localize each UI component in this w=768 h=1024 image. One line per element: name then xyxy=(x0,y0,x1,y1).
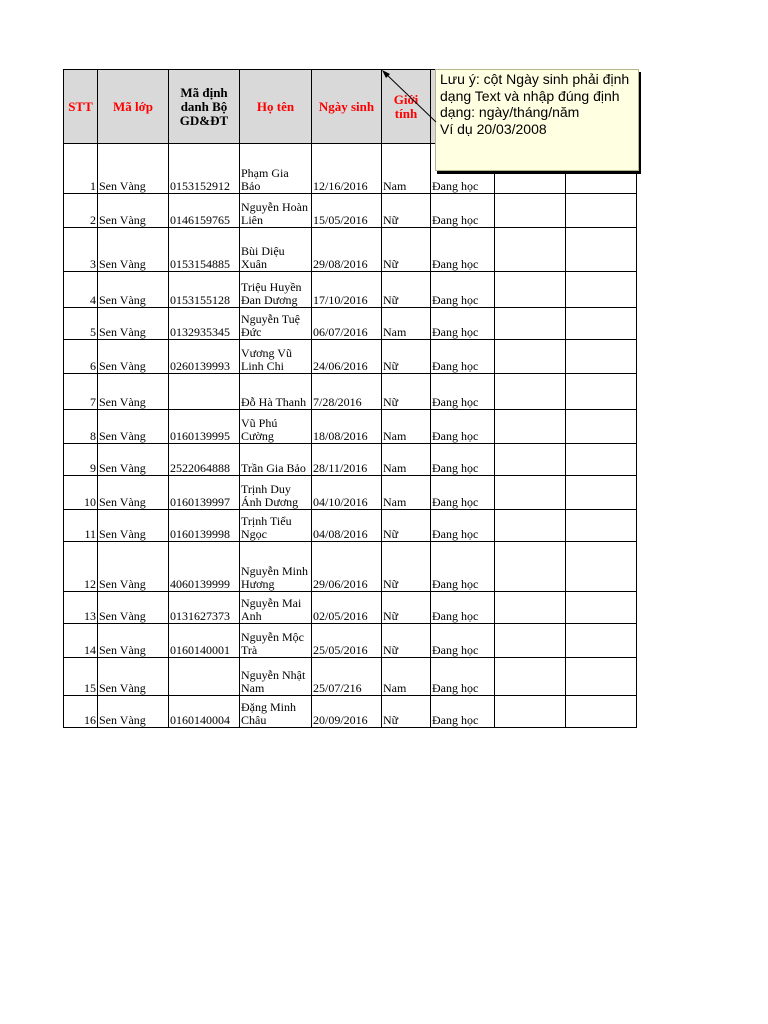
cell-gender[interactable]: Nam xyxy=(382,444,431,476)
cell-id[interactable]: 0153152912 xyxy=(169,144,240,194)
cell-name[interactable]: Nguyễn Mộc Trà xyxy=(240,624,312,658)
cell-id[interactable]: 4060139999 xyxy=(169,542,240,592)
cell-empty[interactable] xyxy=(566,658,637,696)
cell-stt[interactable]: 4 xyxy=(64,272,98,308)
cell-dob[interactable]: 29/08/2016 xyxy=(312,228,382,272)
cell-stt[interactable]: 2 xyxy=(64,194,98,228)
table-row xyxy=(64,658,637,696)
cell-id[interactable]: 0160139995 xyxy=(169,410,240,444)
table-row xyxy=(64,410,637,444)
table-row xyxy=(64,624,637,658)
header-gender[interactable]: Giới tính xyxy=(382,70,431,144)
cell-dob[interactable]: 17/10/2016 xyxy=(312,272,382,308)
table-row xyxy=(64,340,637,374)
cell-status[interactable]: Đang học xyxy=(431,444,495,476)
cell-stt[interactable]: 15 xyxy=(64,658,98,696)
cell-empty[interactable] xyxy=(566,542,637,592)
cell-gender[interactable]: Nữ xyxy=(382,228,431,272)
cell-empty[interactable] xyxy=(495,696,566,728)
cell-name[interactable]: Nguyễn Tuệ Đức xyxy=(240,308,312,340)
header-dob[interactable]: Ngày sinh xyxy=(312,70,382,144)
cell-empty[interactable] xyxy=(495,658,566,696)
cell-stt[interactable]: 10 xyxy=(64,476,98,510)
table-row xyxy=(64,476,637,510)
cell-empty[interactable] xyxy=(566,340,637,374)
cell-id[interactable]: 0160140004 xyxy=(169,696,240,728)
table-row xyxy=(64,444,637,476)
cell-class[interactable]: Sen Vàng xyxy=(98,476,169,510)
cell-class[interactable]: Sen Vàng xyxy=(98,624,169,658)
cell-dob[interactable]: 04/10/2016 xyxy=(312,476,382,510)
cell-class[interactable]: Sen Vàng xyxy=(98,696,169,728)
cell-class[interactable]: Sen Vàng xyxy=(98,444,169,476)
comment-line: dạng: ngày/tháng/năm xyxy=(440,104,580,120)
cell-empty[interactable] xyxy=(495,374,566,410)
table-row xyxy=(64,194,637,228)
cell-empty[interactable] xyxy=(495,624,566,658)
cell-status[interactable]: Đang học xyxy=(431,624,495,658)
cell-status[interactable]: Đang học xyxy=(431,510,495,542)
cell-name[interactable]: Vũ Phú Cường xyxy=(240,410,312,444)
cell-empty[interactable] xyxy=(566,228,637,272)
cell-gender[interactable]: Nam xyxy=(382,476,431,510)
cell-status[interactable]: Đang học xyxy=(431,340,495,374)
cell-gender[interactable]: Nữ xyxy=(382,340,431,374)
header-full-name[interactable]: Họ tên xyxy=(240,70,312,144)
cell-gender[interactable]: Nữ xyxy=(382,374,431,410)
cell-name[interactable]: Trịnh Duy Ánh Dương xyxy=(240,476,312,510)
cell-class[interactable]: Sen Vàng xyxy=(98,374,169,410)
cell-name[interactable]: Nguyễn Hoàn Liên xyxy=(240,194,312,228)
cell-stt[interactable]: 13 xyxy=(64,592,98,624)
cell-empty[interactable] xyxy=(566,510,637,542)
cell-stt[interactable]: 1 xyxy=(64,144,98,194)
cell-gender[interactable]: Nam xyxy=(382,308,431,340)
cell-status[interactable]: Đang học xyxy=(431,144,495,194)
cell-stt[interactable]: 5 xyxy=(64,308,98,340)
table-row xyxy=(64,272,637,308)
cell-dob[interactable]: 25/05/2016 xyxy=(312,624,382,658)
cell-empty[interactable] xyxy=(566,696,637,728)
cell-dob[interactable]: 15/05/2016 xyxy=(312,194,382,228)
cell-status[interactable]: Đang học xyxy=(431,308,495,340)
cell-stt[interactable]: 11 xyxy=(64,510,98,542)
cell-class[interactable]: Sen Vàng xyxy=(98,144,169,194)
cell-dob[interactable]: 28/11/2016 xyxy=(312,444,382,476)
cell-dob[interactable]: 06/07/2016 xyxy=(312,308,382,340)
cell-class[interactable]: Sen Vàng xyxy=(98,308,169,340)
cell-empty[interactable] xyxy=(566,624,637,658)
cell-stt[interactable]: 12 xyxy=(64,542,98,592)
cell-status[interactable]: Đang học xyxy=(431,658,495,696)
cell-class[interactable]: Sen Vàng xyxy=(98,658,169,696)
cell-id[interactable]: 0146159765 xyxy=(169,194,240,228)
cell-empty[interactable] xyxy=(495,476,566,510)
cell-dob[interactable]: 24/06/2016 xyxy=(312,340,382,374)
cell-id[interactable]: 0131627373 xyxy=(169,592,240,624)
cell-class[interactable]: Sen Vàng xyxy=(98,228,169,272)
cell-comment-note xyxy=(435,69,639,171)
cell-status[interactable]: Đang học xyxy=(431,374,495,410)
cell-gender[interactable]: Nữ xyxy=(382,592,431,624)
cell-dob[interactable]: 20/09/2016 xyxy=(312,696,382,728)
cell-name[interactable]: Phạm Gia Bảo xyxy=(240,144,312,194)
cell-dob[interactable]: 18/08/2016 xyxy=(312,410,382,444)
cell-gender[interactable]: Nữ xyxy=(382,624,431,658)
cell-empty[interactable] xyxy=(495,308,566,340)
cell-empty[interactable] xyxy=(566,444,637,476)
table-row xyxy=(64,510,637,542)
cell-gender[interactable]: Nữ xyxy=(382,272,431,308)
cell-empty[interactable] xyxy=(495,228,566,272)
cell-stt[interactable]: 3 xyxy=(64,228,98,272)
cell-class[interactable]: Sen Vàng xyxy=(98,542,169,592)
cell-name[interactable]: Đỗ Hà Thanh xyxy=(240,374,312,410)
cell-dob[interactable]: 7/28/2016 xyxy=(312,374,382,410)
table-row xyxy=(64,592,637,624)
cell-stt[interactable]: 8 xyxy=(64,410,98,444)
cell-empty[interactable] xyxy=(566,272,637,308)
cell-gender[interactable]: Nữ xyxy=(382,542,431,592)
cell-empty[interactable] xyxy=(566,592,637,624)
cell-empty[interactable] xyxy=(495,542,566,592)
cell-id[interactable] xyxy=(169,658,240,696)
cell-id[interactable]: 2522064888 xyxy=(169,444,240,476)
cell-empty[interactable] xyxy=(495,444,566,476)
cell-id[interactable]: 0160139997 xyxy=(169,476,240,510)
cell-status[interactable]: Đang học xyxy=(431,696,495,728)
cell-empty[interactable] xyxy=(495,592,566,624)
cell-empty[interactable] xyxy=(495,194,566,228)
cell-class[interactable]: Sen Vàng xyxy=(98,592,169,624)
cell-class[interactable]: Sen Vàng xyxy=(98,194,169,228)
cell-class[interactable]: Sen Vàng xyxy=(98,272,169,308)
cell-status[interactable]: Đang học xyxy=(431,194,495,228)
comment-pointer-icon xyxy=(380,68,440,128)
cell-name[interactable]: Nguyễn Mai Anh xyxy=(240,592,312,624)
cell-empty[interactable] xyxy=(495,410,566,444)
cell-gender[interactable]: Nam xyxy=(382,658,431,696)
table-row xyxy=(64,542,637,592)
cell-id[interactable]: 0160139998 xyxy=(169,510,240,542)
cell-status[interactable]: Đang học xyxy=(431,410,495,444)
cell-stt[interactable]: 16 xyxy=(64,696,98,728)
cell-empty[interactable] xyxy=(566,374,637,410)
cell-class[interactable]: Sen Vàng xyxy=(98,510,169,542)
cell-name[interactable]: Triệu Huyền Đan Dương xyxy=(240,272,312,308)
table-row xyxy=(64,228,637,272)
cell-status[interactable]: Đang học xyxy=(431,592,495,624)
comment-line: Lưu ý: cột Ngày sinh phải định xyxy=(440,71,630,87)
cell-id[interactable]: 0260139993 xyxy=(169,340,240,374)
header-stt[interactable]: STT xyxy=(64,70,98,144)
cell-empty[interactable] xyxy=(566,410,637,444)
cell-stt[interactable]: 9 xyxy=(64,444,98,476)
cell-status[interactable]: Đang học xyxy=(431,542,495,592)
cell-dob[interactable]: 04/08/2016 xyxy=(312,510,382,542)
cell-name[interactable]: Đặng Minh Châu xyxy=(240,696,312,728)
cell-name[interactable]: Trần Gia Bảo xyxy=(240,444,312,476)
cell-id[interactable]: 0153154885 xyxy=(169,228,240,272)
cell-empty[interactable] xyxy=(495,510,566,542)
cell-class[interactable]: Sen Vàng xyxy=(98,410,169,444)
cell-id[interactable]: 0153155128 xyxy=(169,272,240,308)
comment-line: Ví dụ 20/03/2008 xyxy=(440,120,547,137)
cell-class[interactable]: Sen Vàng xyxy=(98,340,169,374)
cell-name[interactable]: Nguyễn Nhật Nam xyxy=(240,658,312,696)
cell-dob[interactable]: 29/06/2016 xyxy=(312,542,382,592)
cell-stt[interactable]: 7 xyxy=(64,374,98,410)
cell-status[interactable]: Đang học xyxy=(431,228,495,272)
table-row xyxy=(64,308,637,340)
cell-empty[interactable] xyxy=(566,476,637,510)
cell-empty[interactable] xyxy=(566,194,637,228)
cell-status[interactable]: Đang học xyxy=(431,272,495,308)
cell-id[interactable] xyxy=(169,374,240,410)
cell-gender[interactable]: Nữ xyxy=(382,194,431,228)
cell-status[interactable]: Đang học xyxy=(431,476,495,510)
cell-stt[interactable]: 6 xyxy=(64,340,98,374)
cell-name[interactable]: Trịnh Tiểu Ngọc xyxy=(240,510,312,542)
cell-name[interactable]: Vương Vũ Linh Chi xyxy=(240,340,312,374)
cell-gender[interactable]: Nữ xyxy=(382,510,431,542)
header-id-code[interactable]: Mã định danh Bộ GD&ĐT xyxy=(169,70,240,144)
cell-name[interactable]: Nguyễn Minh Hương xyxy=(240,542,312,592)
cell-empty[interactable] xyxy=(566,308,637,340)
table-row xyxy=(64,374,637,410)
cell-empty[interactable] xyxy=(495,272,566,308)
cell-stt[interactable]: 14 xyxy=(64,624,98,658)
table-row xyxy=(64,696,637,728)
cell-dob[interactable]: 02/05/2016 xyxy=(312,592,382,624)
cell-dob[interactable]: 12/16/2016 xyxy=(312,144,382,194)
cell-id[interactable]: 0160140001 xyxy=(169,624,240,658)
cell-gender[interactable]: Nữ xyxy=(382,696,431,728)
cell-id[interactable]: 0132935345 xyxy=(169,308,240,340)
cell-gender[interactable]: Nam xyxy=(382,410,431,444)
cell-dob[interactable]: 25/07/216 xyxy=(312,658,382,696)
header-class-code[interactable]: Mã lớp xyxy=(98,70,169,144)
cell-name[interactable]: Bùi Diệu Xuân xyxy=(240,228,312,272)
cell-empty[interactable] xyxy=(495,340,566,374)
cell-gender[interactable]: Nam xyxy=(382,144,431,194)
comment-line: dạng Text và nhập đúng định xyxy=(440,87,620,104)
